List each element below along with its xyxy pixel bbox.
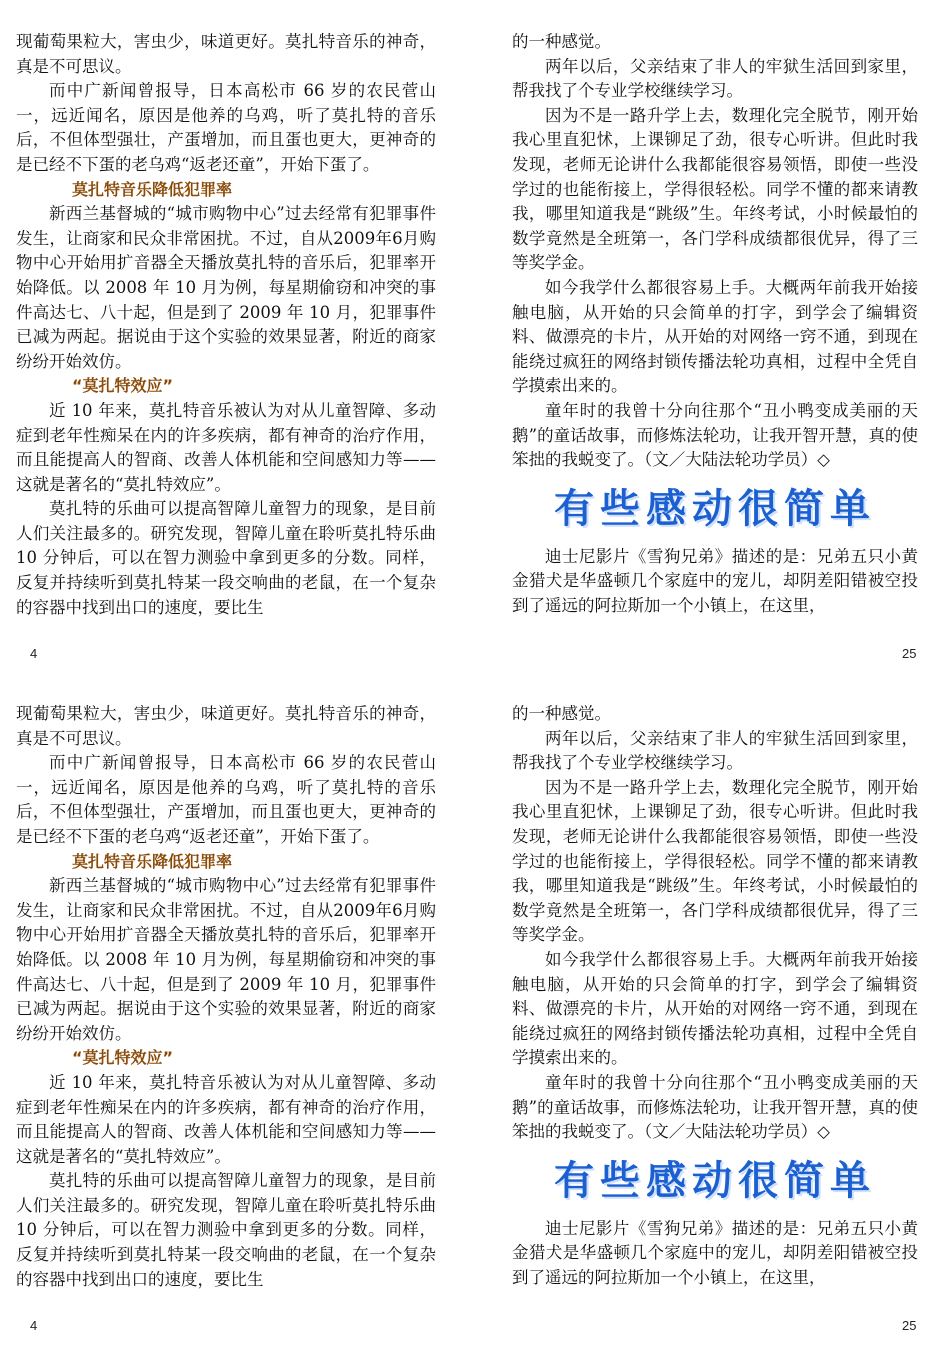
paragraph: 的一种感觉。 — [512, 32, 611, 51]
page-number: 25 — [902, 646, 917, 661]
section-heading: “莫扎特效应” — [72, 376, 174, 396]
page-number: 4 — [30, 646, 38, 661]
paragraph: 童年时的我曾十分向往那个“丑小鸭变成美丽的天鹅”的童话故事，而修炼法轮功，让我开智开慧，真的使笨拙的我蜕变了。（文／大陆法轮功学员）◇ — [512, 1072, 918, 1142]
paragraph: 现葡萄果粒大，害虫少，味道更好。莫扎特音乐的神奇，真是不可思议。 — [16, 32, 436, 76]
paragraph: 新西兰基督城的“城市购物中心”过去经常有犯罪事件发生，让商家和民众非常困扰。不过，自从2009年6月购物中心开始用扩音器全天播放莫扎特的音乐后，犯罪率开始降低。以 2008 年 10 月为例，每星期偷窃和冲突的事件高达七、八十起，但是到了 2009 年 10 月，犯罪事件已减为两起。据说由于这个实验的效果显著，附近的商家纷纷开始效仿。 — [16, 204, 436, 371]
paragraph: 新西兰基督城的“城市购物中心”过去经常有犯罪事件发生，让商家和民众非常困扰。不过，自从2009年6月购物中心开始用扩音器全天播放莫扎特的音乐后，犯罪率开始降低。以 2008 年 10 月为例，每星期偷窃和冲突的事件高达七、八十起，但是到了 2009 年 10 月，犯罪事件已减为两起。据说由于这个实验的效果显著，附近的商家纷纷开始效仿。 — [16, 876, 436, 1043]
right-page-column — [512, 702, 918, 1290]
spread-bottom — [0, 672, 950, 1344]
paragraph: 迪士尼影片《雪狗兄弟》描述的是：兄弟五只小黄金猎犬是华盛顿几个家庭中的宠儿，却阴差阳错被空投到了遥远的阿拉斯加一个小镇上，在这里， — [512, 546, 918, 615]
paragraph: 童年时的我曾十分向往那个“丑小鸭变成美丽的天鹅”的童话故事，而修炼法轮功，让我开智开慧，真的使笨拙的我蜕变了。（文／大陆法轮功学员）◇ — [512, 400, 918, 470]
paragraph: 如今我学什么都很容易上手。大概两年前我开始接触电脑，从开始的只会简单的打字，到学会了编辑资料、做漂亮的卡片，从开始的对网络一窍不通，到现在能绕过疯狂的网络封锁传播法轮功真相，过程中全凭自学摸索出来的。 — [512, 277, 918, 396]
paragraph: 而中广新闻曾报导，日本高松市 66 岁的农民菅山一，远近闻名，原因是他养的乌鸡，听了莫扎特的音乐后，不但体型强壮，产蛋增加，而且蛋也更大，更神奇的是已经不下蛋的老乌鸡“返老还童”，开始下蛋了。 — [16, 81, 436, 174]
paragraph: 莫扎特的乐曲可以提高智障儿童智力的现象，是目前人们关注最多的。研究发现，智障儿童在聆听莫扎特乐曲 10 分钟后，可以在智力测验中拿到更多的分数。同样，反复并持续听到莫扎特某一段交响曲的老鼠，在一个复杂的容器中找到出口的速度，要比生 — [16, 499, 436, 617]
page-number: 25 — [902, 1318, 917, 1333]
section-heading: “莫扎特效应” — [72, 1048, 174, 1068]
paragraph: 近 10 年来，莫扎特音乐被认为对从儿童智障、多动症到老年性痴呆在内的许多疾病，都有神奇的治疗作用，而且能提高人的智商、改善人体机能和空间感知力等——这就是著名的“莫扎特效应”。 — [16, 400, 436, 494]
left-page-column — [16, 702, 436, 1292]
paragraph: 的一种感觉。 — [512, 704, 611, 723]
page-number: 4 — [30, 1318, 38, 1333]
paragraph: 如今我学什么都很容易上手。大概两年前我开始接触电脑，从开始的只会简单的打字，到学会了编辑资料、做漂亮的卡片，从开始的对网络一窍不通，到现在能绕过疯狂的网络封锁传播法轮功真相，过程中全凭自学摸索出来的。 — [512, 949, 918, 1068]
paragraph: 迪士尼影片《雪狗兄弟》描述的是：兄弟五只小黄金猎犬是华盛顿几个家庭中的宠儿，却阴差阳错被空投到了遥远的阿拉斯加一个小镇上，在这里， — [512, 1218, 918, 1287]
paragraph: 两年以后，父亲结束了非人的牢狱生活回到家里，帮我找了个专业学校继续学习。 — [512, 728, 918, 773]
article-title: 有些感动很简单 — [554, 1157, 876, 1204]
paragraph: 因为不是一路升学上去，数理化完全脱节，刚开始我心里直犯怵，上课铆足了劲，很专心听讲。但此时我发现，老师无论讲什么我都能很容易领悟，即使一些没学过的也能衔接上，学得很轻松。同学不懂的都来请教我，哪里知道我是“跳级”生。年终考试，小时候最怕的数学竟然是全班第一，各门学科成绩都很优异，得了三等奖学金。 — [512, 777, 918, 945]
article-title: 有些感动很简单 — [554, 485, 876, 532]
section-heading: 莫扎特音乐降低犯罪率 — [72, 851, 233, 871]
paragraph: 现葡萄果粒大，害虫少，味道更好。莫扎特音乐的神奇，真是不可思议。 — [16, 704, 436, 748]
paragraph: 而中广新闻曾报导，日本高松市 66 岁的农民菅山一，远近闻名，原因是他养的乌鸡，听了莫扎特的音乐后，不但体型强壮，产蛋增加，而且蛋也更大，更神奇的是已经不下蛋的老乌鸡“返老还童”，开始下蛋了。 — [16, 753, 436, 846]
paragraph: 两年以后，父亲结束了非人的牢狱生活回到家里，帮我找了个专业学校继续学习。 — [512, 56, 918, 101]
right-page-column — [512, 30, 918, 618]
section-heading: 莫扎特音乐降低犯罪率 — [72, 179, 233, 199]
paragraph: 因为不是一路升学上去，数理化完全脱节，刚开始我心里直犯怵，上课铆足了劲，很专心听讲。但此时我发现，老师无论讲什么我都能很容易领悟，即使一些没学过的也能衔接上，学得很轻松。同学不懂的都来请教我，哪里知道我是“跳级”生。年终考试，小时候最怕的数学竟然是全班第一，各门学科成绩都很优异，得了三等奖学金。 — [512, 105, 918, 273]
spread-top — [0, 0, 950, 672]
left-page-column — [16, 30, 436, 620]
paragraph: 莫扎特的乐曲可以提高智障儿童智力的现象，是目前人们关注最多的。研究发现，智障儿童在聆听莫扎特乐曲 10 分钟后，可以在智力测验中拿到更多的分数。同样，反复并持续听到莫扎特某一段交响曲的老鼠，在一个复杂的容器中找到出口的速度，要比生 — [16, 1171, 436, 1289]
paragraph: 近 10 年来，莫扎特音乐被认为对从儿童智障、多动症到老年性痴呆在内的许多疾病，都有神奇的治疗作用，而且能提高人的智商、改善人体机能和空间感知力等——这就是著名的“莫扎特效应”。 — [16, 1072, 436, 1166]
